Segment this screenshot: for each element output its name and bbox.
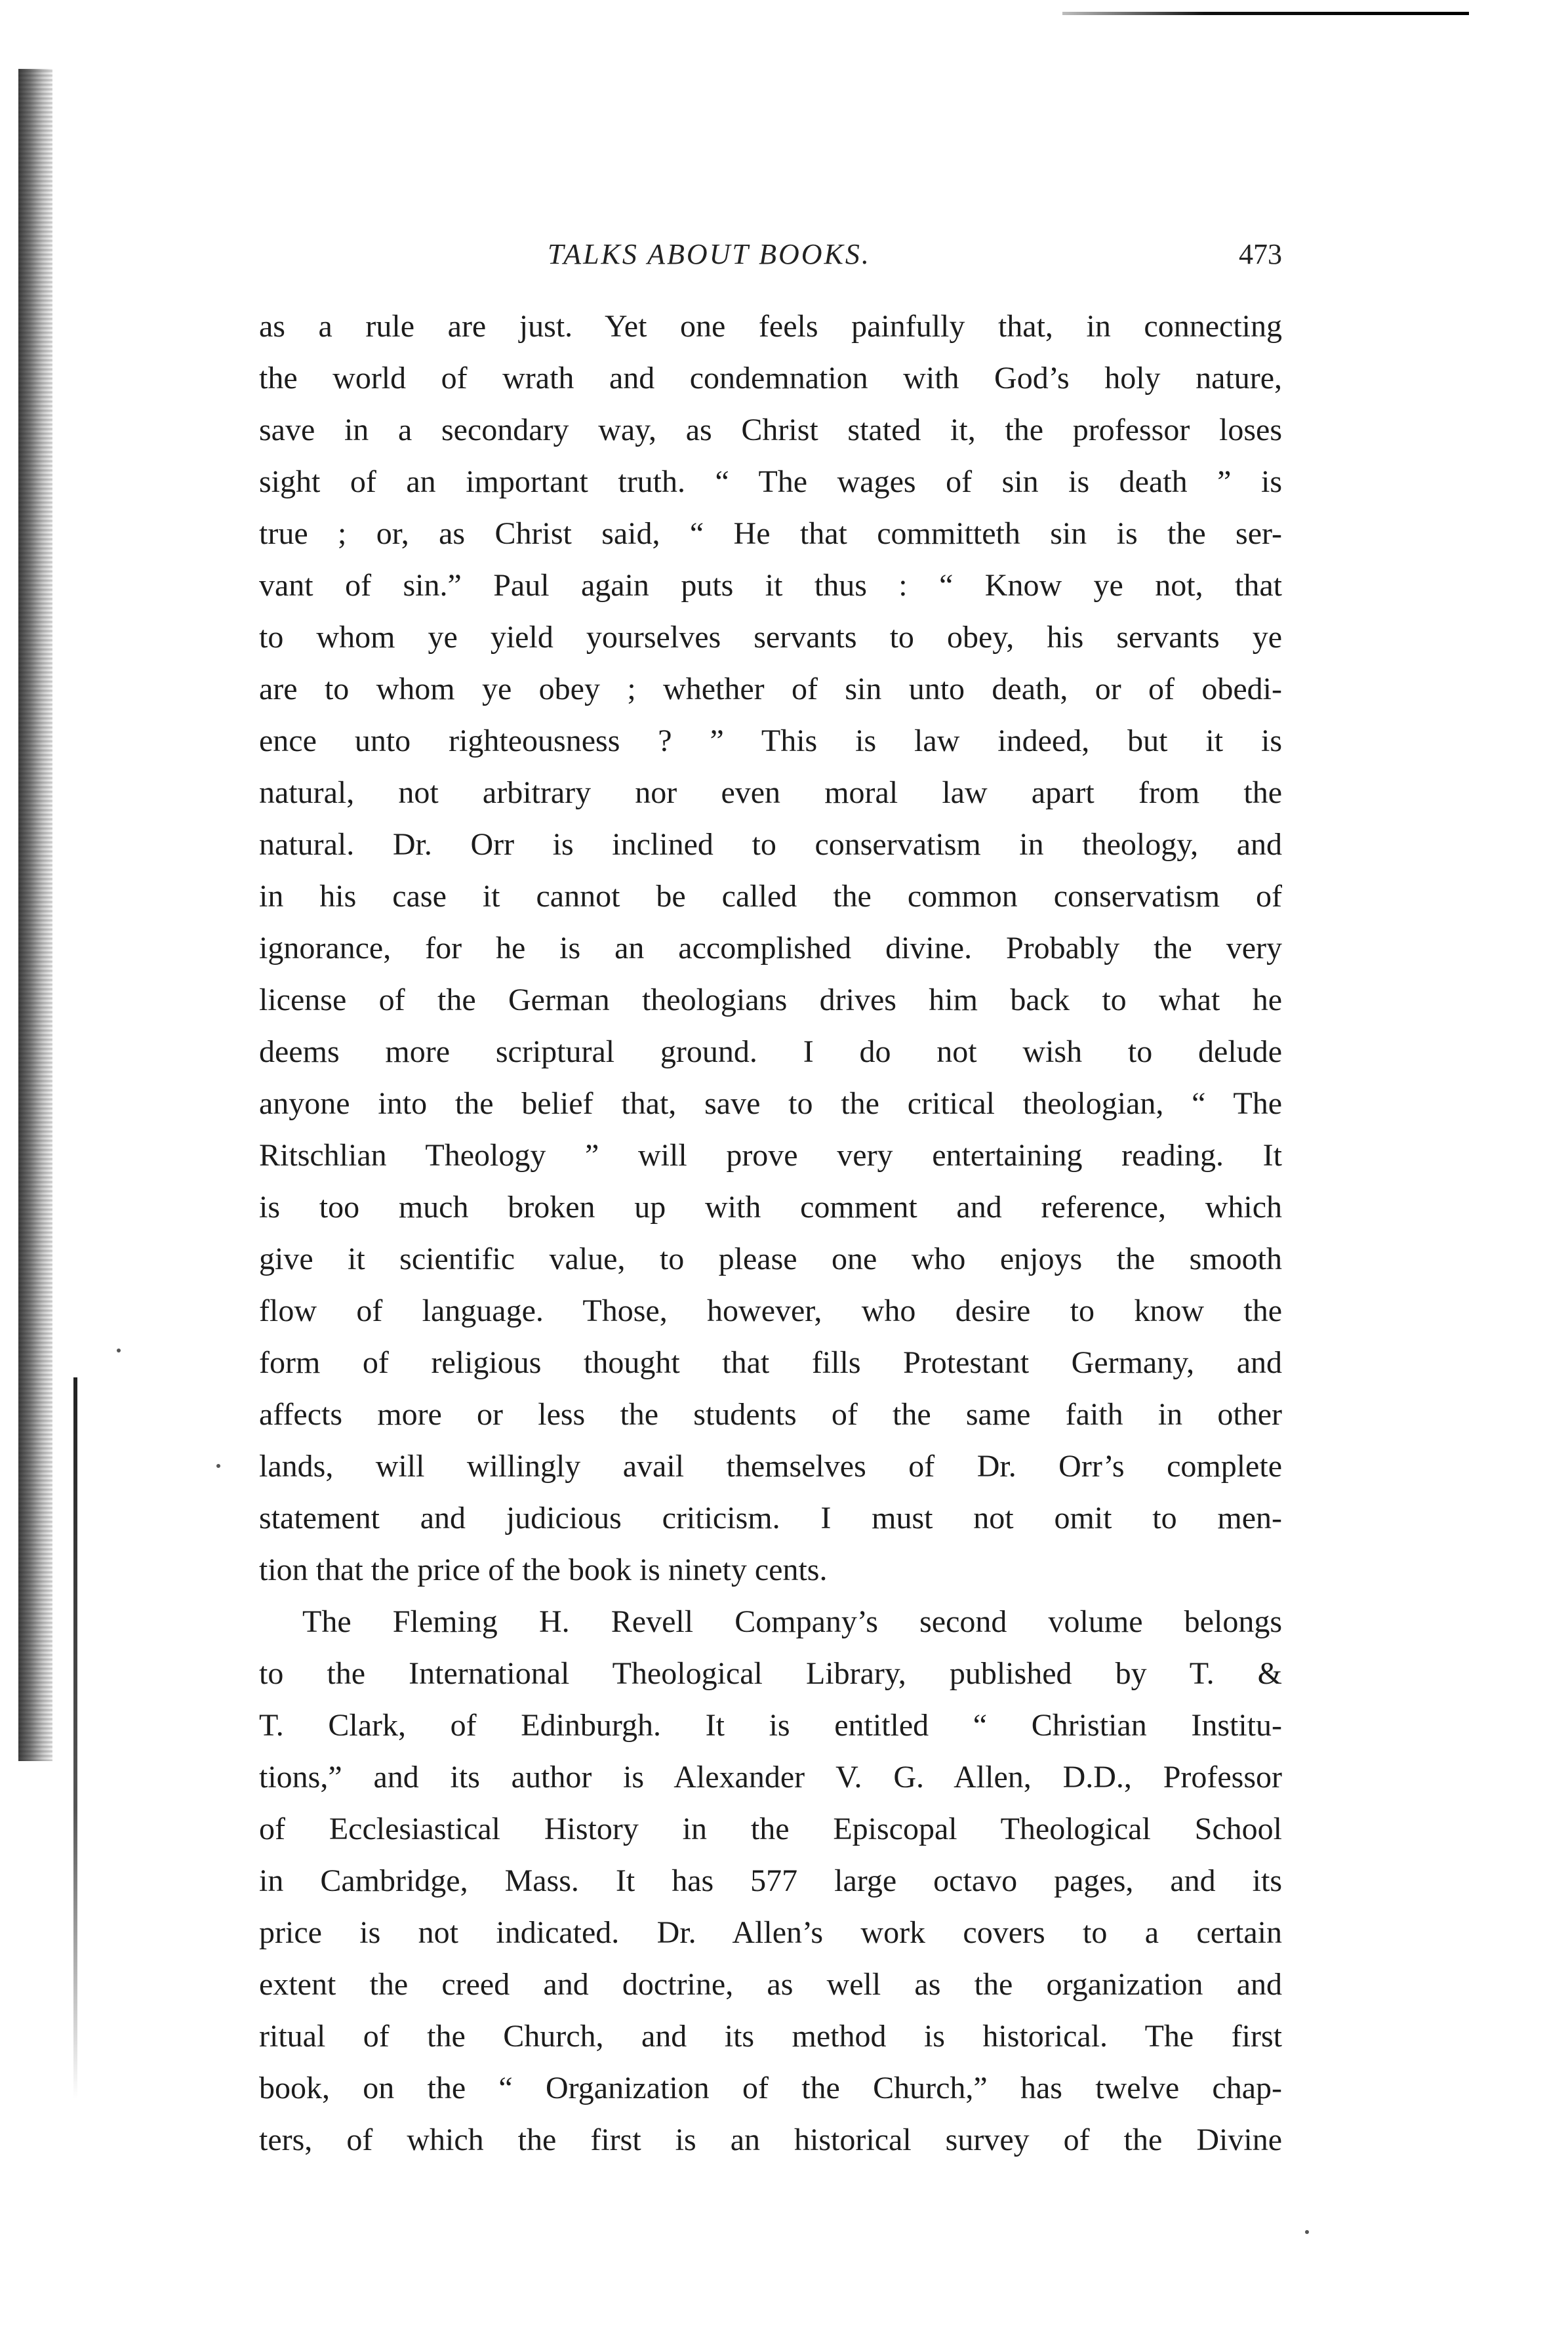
top-rule: [1062, 12, 1469, 15]
text-line: ignorance, for he is an accomplished divine. Probably the very: [259, 931, 1282, 965]
text-line: in his case it cannot be called the common conservatism of: [259, 879, 1282, 914]
text-line: form of religious thought that fills Protestant Germany, and: [259, 1345, 1282, 1380]
page-header: [259, 237, 1282, 283]
text-line: extent the creed and doctrine, as well as the organization and: [259, 1967, 1282, 2002]
binding-line: [73, 1377, 77, 2099]
text-line: lands, will willingly avail themselves of Dr. Orr’s complete: [259, 1449, 1282, 1484]
text-line: ritual of the Church, and its method is historical. The first: [259, 2019, 1282, 2054]
running-title: TALKS ABOUT BOOKS.: [548, 238, 871, 270]
text-line: save in a secondary way, as Christ stated it, the professor loses: [259, 413, 1282, 447]
text-line: is too much broken up with comment and reference, which: [259, 1190, 1282, 1225]
text-line: Ritschlian Theology ” will prove very entertaining reading. It: [259, 1138, 1282, 1173]
text-line: statement and judicious criticism. I must not omit to men-: [259, 1501, 1282, 1535]
body-text: [259, 300, 1282, 2166]
text-line: flow of language. Those, however, who desire to know the: [259, 1293, 1282, 1328]
text-line: affects more or less the students of the same faith in other: [259, 1397, 1282, 1432]
text-line: give it scientific value, to please one who enjoys the smooth: [259, 1242, 1282, 1276]
text-line: license of the German theologians drives him back to what he: [259, 983, 1282, 1017]
binding-shadow: [18, 69, 52, 1761]
page-number: 473: [1239, 238, 1282, 270]
text-line: are to whom ye obey ; whether of sin unto death, or of obedi-: [259, 672, 1282, 706]
text-line: to whom ye yield yourselves servants to obey, his servants ye: [259, 620, 1282, 655]
paragraph-end-line: tion that the price of the book is ninety cents.: [259, 1553, 828, 1587]
text-line: of Ecclesiastical History in the Episcopal Theological School: [259, 1812, 1282, 1846]
text-line: in Cambridge, Mass. It has 577 large octavo pages, and its: [259, 1863, 1282, 1898]
text-line: as a rule are just. Yet one feels painfully that, in connecting: [259, 309, 1282, 344]
text-line: vant of sin.” Paul again puts it thus : “ Know ye not, that: [259, 568, 1282, 603]
paragraph-start-line: The Fleming H. Revell Company’s second volume belongs: [302, 1604, 1282, 1639]
text-line: price is not indicated. Dr. Allen’s work covers to a certain: [259, 1915, 1282, 1950]
text-line: anyone into the belief that, save to the critical theologian, “ The: [259, 1086, 1282, 1121]
ink-speck: [1305, 2230, 1309, 2234]
text-line: tions,” and its author is Alexander V. G. Allen, D.D., Professor: [259, 1760, 1282, 1795]
text-line: book, on the “ Organization of the Church,” has twelve chap-: [259, 2071, 1282, 2105]
text-line: ters, of which the first is an historical survey of the Divine: [259, 2122, 1282, 2157]
text-line: the world of wrath and condemnation with God’s holy nature,: [259, 361, 1282, 396]
text-line: ence unto righteousness ? ” This is law indeed, but it is: [259, 723, 1282, 758]
text-line: natural. Dr. Orr is inclined to conservatism in theology, and: [259, 827, 1282, 862]
text-line: T. Clark, of Edinburgh. It is entitled “ Christian Institu-: [259, 1708, 1282, 1743]
ink-speck: [216, 1464, 220, 1468]
text-line: deems more scriptural ground. I do not wish to delude: [259, 1034, 1282, 1069]
text-line: sight of an important truth. “ The wages of sin is death ” is: [259, 464, 1282, 499]
text-line: to the International Theological Library, published by T. &: [259, 1656, 1282, 1691]
text-line: true ; or, as Christ said, “ He that committeth sin is the ser-: [259, 516, 1282, 551]
ink-speck: [117, 1349, 121, 1352]
text-line: natural, not arbitrary nor even moral law apart from the: [259, 775, 1282, 810]
